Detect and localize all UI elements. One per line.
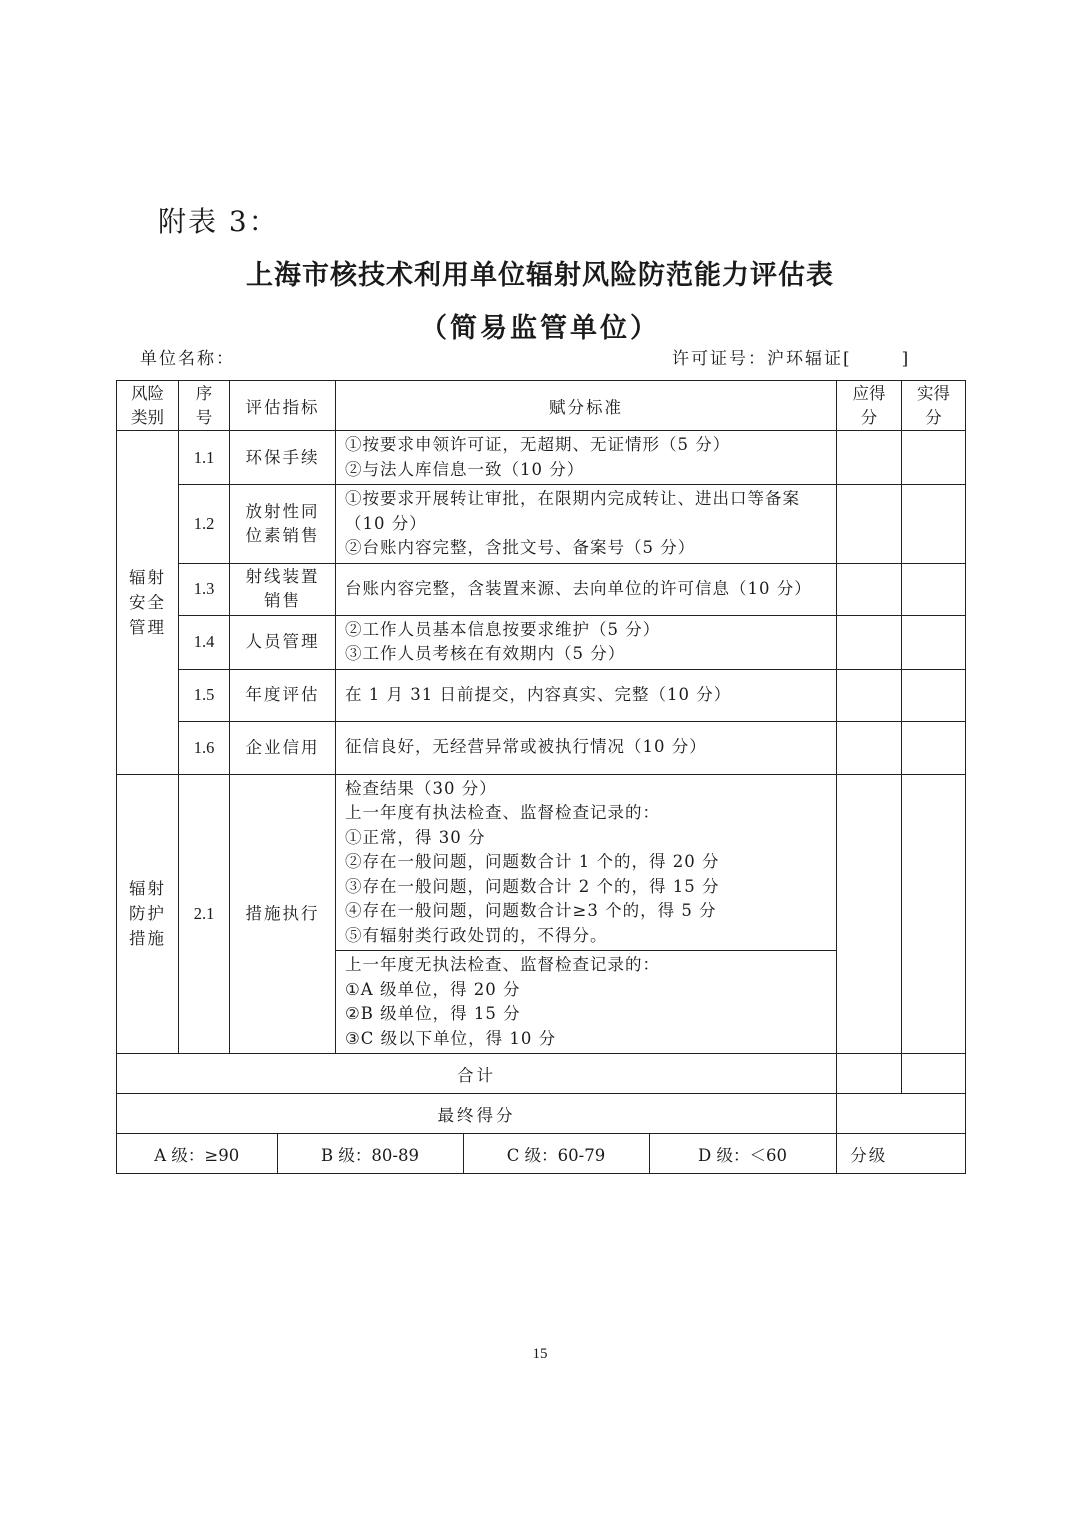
header-indicator: 评估指标 [230,381,336,431]
indicator-cell: 人员管理 [230,615,336,669]
actual-score-cell[interactable] [902,721,966,774]
standard-cell: ②工作人员基本信息按要求维护（5 分） ③工作人员考核在有效期内（5 分） [336,615,837,669]
due-score-cell [837,669,902,721]
standard-cell: ①按要求申领许可证，无超期、无证情形（5 分） ②与法人库信息一致（10 分） [336,431,837,485]
table-row [117,669,966,721]
seq-cell: 1.4 [179,615,230,669]
actual-score-cell[interactable] [902,615,966,669]
indicator-cell: 射线装置 销售 [230,563,336,615]
standard-cell: 征信良好，无经营异常或被执行情况（10 分） [336,721,837,774]
actual-score-cell[interactable] [902,669,966,721]
header-due-score: 应得 分 [837,381,902,431]
grade-a: A 级：≥90 [117,1134,277,1173]
indicator-cell: 放射性同 位素销售 [230,485,336,564]
grade-d: D 级：＜60 [649,1134,836,1173]
actual-score-cell[interactable] [902,431,966,485]
table-header-row [117,381,966,431]
seq-cell: 1.1 [179,431,230,485]
due-score-cell [837,431,902,485]
seq-cell: 1.6 [179,721,230,774]
standard-cell: 在 1 月 31 日前提交，内容真实、完整（10 分） [336,669,837,721]
due-score-cell [837,563,902,615]
seq-cell: 1.3 [179,563,230,615]
standard-cell-not-inspected: 上一年度无执法检查、监督检查记录的： ①A 级单位，得 20 分 ②B 级单位，得 15 分 ③C 级以下单位，得 10 分 [336,951,837,1054]
indicator-cell: 年度评估 [230,669,336,721]
document-subtitle: （简易监管单位） [420,313,660,344]
indicator-cell: 企业信用 [230,721,336,774]
total-row [117,1054,966,1094]
category-radiation-safety: 辐射 安全 管理 [117,431,179,775]
standard-cell-inspected: 检查结果（30 分） 上一年度有执法检查、监督检查记录的： ①正常，得 30 分 ②存在一般问题，问题数合计 1 个的，得 20 分 ③存在一般问题，问题数合计 2 个的，得 15 分 ④存在一般问题，问题数合计≥3 个的，得 5 分 ⑤有辐射类行政处罚的，不得分。 [336,774,837,951]
table-row [117,615,966,669]
header-actual-score: 实得 分 [902,381,966,431]
grade-b: B 级：80-89 [277,1134,463,1173]
license-number-label [672,344,910,369]
seq-cell: 1.5 [179,669,230,721]
grade-label: 分级 [850,1145,888,1165]
seq-cell: 1.2 [179,485,230,564]
table-row [117,721,966,774]
standard-cell: 台账内容完整，含装置来源、去向单位的许可信息（10 分） [336,563,837,615]
grade-table [117,1134,965,1173]
total-actual-cell[interactable] [902,1054,966,1094]
actual-score-cell[interactable] [902,485,966,564]
final-score-cell[interactable] [837,1094,966,1134]
total-due-cell [837,1054,902,1094]
license-prefix: 许可证号：沪环辐证[ [672,349,852,369]
grade-value-cell[interactable] [901,1134,965,1173]
table-row [117,431,966,485]
table-row [117,485,966,564]
document-title: 上海市核技术利用单位辐射风险防范能力评估表 [246,260,834,291]
grade-row [117,1134,966,1174]
actual-score-cell[interactable] [902,774,966,1054]
appendix-label: 附表 3： [158,205,279,238]
due-score-cell [837,774,902,1054]
due-score-cell [837,721,902,774]
assessment-table [116,380,966,1174]
category-radiation-protection: 辐射 防护 措施 [117,774,179,1054]
table-row [117,774,966,951]
unit-name-label: 单位名称： [140,349,235,369]
table-row [117,563,966,615]
total-label: 合计 [117,1054,837,1094]
grade-c: C 级：60-79 [463,1134,649,1173]
indicator-cell: 环保手续 [230,431,336,485]
license-close-bracket: ] [901,349,911,369]
final-score-label: 最终得分 [117,1094,837,1134]
page-number: 15 [532,1346,548,1362]
due-score-cell [837,485,902,564]
header-seq: 序 号 [179,381,230,431]
indicator-cell: 措施执行 [230,774,336,1054]
final-score-row [117,1094,966,1134]
actual-score-cell[interactable] [902,563,966,615]
header-standard: 赋分标准 [336,381,837,431]
seq-cell: 2.1 [179,774,230,1054]
due-score-cell [837,615,902,669]
standard-cell: ①按要求开展转让审批，在限期内完成转让、进出口等备案（10 分） ②台账内容完整，含批文号、备案号（5 分） [336,485,837,564]
header-category: 风险 类别 [117,381,179,431]
